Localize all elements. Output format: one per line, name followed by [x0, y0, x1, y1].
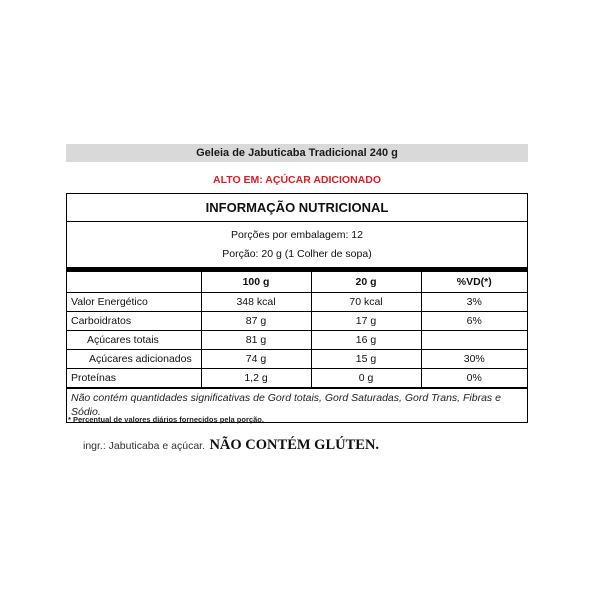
- gluten-free-statement: NÃO CONTÉM GLÚTEN.: [209, 437, 380, 453]
- product-title: Geleia de Jabuticaba Tradicional 240 g: [66, 144, 528, 162]
- value-per-100g: 87 g: [201, 312, 311, 331]
- daily-value: 0%: [421, 369, 527, 388]
- value-per-portion: 16 g: [311, 331, 421, 350]
- value-per-portion: 0 g: [311, 369, 421, 388]
- table-row: [67, 293, 527, 312]
- nutrient-name: Carboidratos: [67, 312, 201, 331]
- column-header: 100 g: [201, 272, 311, 293]
- daily-value-footnote: * Percentual de valores diários fornecidos pela porção.: [68, 415, 264, 424]
- nutrient-name: Açúcares totais: [67, 331, 201, 350]
- portion-size: Porção: 20 g (1 Colher de sopa): [222, 248, 372, 260]
- nutrient-name: Proteínas: [67, 369, 201, 388]
- table-row: [67, 331, 527, 350]
- nutrition-heading: INFORMAÇÃO NUTRICIONAL: [67, 194, 527, 222]
- table-row: [67, 312, 527, 331]
- daily-value: [421, 331, 527, 350]
- value-per-100g: 1,2 g: [201, 369, 311, 388]
- value-per-100g: 81 g: [201, 331, 311, 350]
- serving-info: [67, 222, 527, 267]
- insignificant-amounts-note: Não contém quantidades significativas de Gord totais, Gord Saturadas, Gord Trans, Fibras e Sódio.: [67, 388, 527, 422]
- servings-per-package: Porções por embalagem: 12: [231, 229, 363, 241]
- nutrition-facts-panel: [66, 193, 528, 423]
- column-header: [67, 272, 201, 293]
- daily-value: 30%: [421, 350, 527, 369]
- value-per-100g: 348 kcal: [201, 293, 311, 312]
- table-header-row: [67, 272, 527, 293]
- value-per-portion: 15 g: [311, 350, 421, 369]
- column-header: 20 g: [311, 272, 421, 293]
- value-per-portion: 17 g: [311, 312, 421, 331]
- nutrition-table: [67, 272, 527, 388]
- value-per-portion: 70 kcal: [311, 293, 421, 312]
- ingredients-line: [83, 436, 379, 455]
- ingredients-text: ingr.: Jabuticaba e açúcar.: [83, 440, 205, 452]
- table-row: [67, 369, 527, 388]
- daily-value: 6%: [421, 312, 527, 331]
- high-sugar-alert: ALTO EM: AÇÚCAR ADICIONADO: [213, 174, 381, 186]
- value-per-100g: 74 g: [201, 350, 311, 369]
- nutrient-name: Açúcares adicionados: [67, 350, 201, 369]
- nutrient-name: Valor Energético: [67, 293, 201, 312]
- table-row: [67, 350, 527, 369]
- daily-value: 3%: [421, 293, 527, 312]
- column-header: %VD(*): [421, 272, 527, 293]
